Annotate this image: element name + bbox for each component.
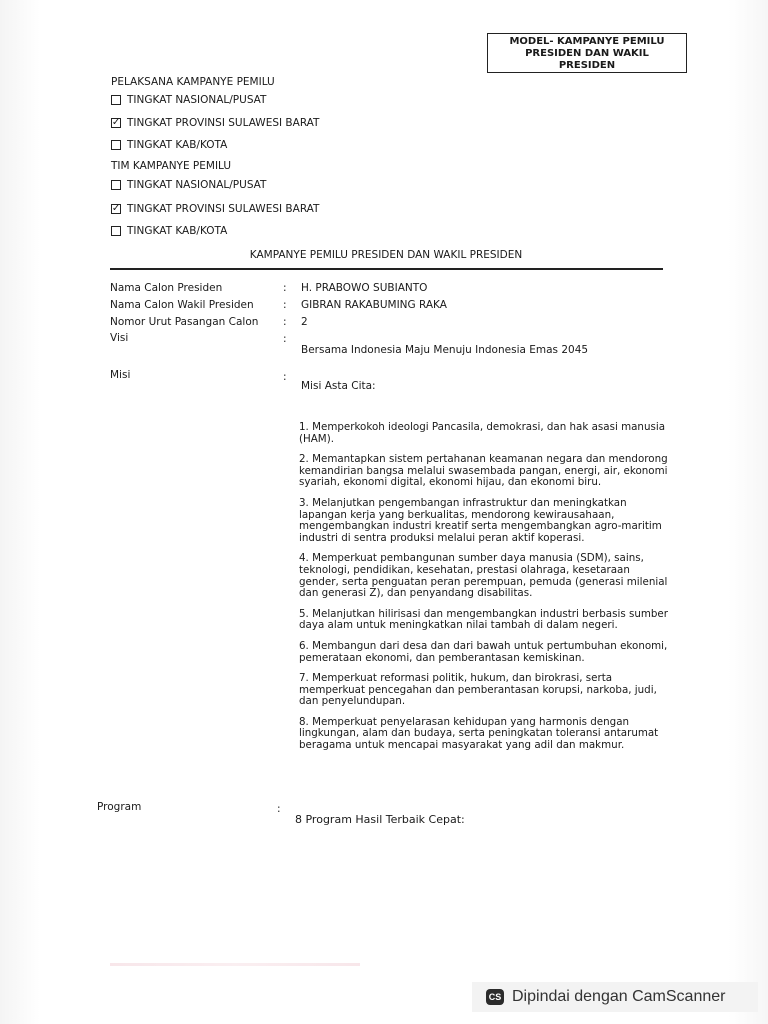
misi-item: 4. Memperkuat pembangunan sumber daya manusia (SDM), sains, teknologi, pendidikan, kesehatan, prestasi olahraga, kesetaraan gender, serta penguatan peran perempuan, pemuda (generasi milenial dan generasi Z), dan penyandang disabilitas. bbox=[299, 552, 668, 600]
camscanner-watermark bbox=[472, 982, 758, 1012]
visi-label: Visi bbox=[110, 332, 129, 344]
scan-artifact bbox=[110, 963, 360, 966]
model-box-line: PRESIDEN bbox=[558, 60, 616, 71]
watermark-text: Dipindai dengan CamScanner bbox=[512, 988, 726, 1005]
option-label: TINGKAT PROVINSI SULAWESI BARAT bbox=[127, 117, 320, 129]
colon: : bbox=[283, 299, 287, 311]
misi-item: 3. Melanjutkan pengembangan infrastruktur dan meningkatkan lapangan kerja yang berkualitas, mendorong kewirausahaan, mengembangkan industri kreatif serta mengembangkan agro-maritim industri di sentra produksi melalui peran aktif koperasi. bbox=[299, 496, 662, 544]
colon: : bbox=[283, 282, 287, 294]
nomor-urut-label: Nomor Urut Pasangan Calon bbox=[110, 316, 259, 328]
misi-heading: Misi Asta Cita: bbox=[301, 380, 376, 392]
model-box-line: PRESIDEN DAN WAKIL bbox=[525, 48, 649, 59]
option-label: TINGKAT KAB/KOTA bbox=[127, 139, 228, 151]
misi-label: Misi bbox=[110, 369, 131, 381]
misi-item: 7. Memperkuat reformasi politik, hukum, dan birokrasi, serta memperkuat pencegahan dan pemberantasan korupsi, narkoba, judi, dan penyelundupan. bbox=[299, 672, 657, 708]
colon: : bbox=[283, 316, 287, 328]
pelaksana-heading: PELAKSANA KAMPANYE PEMILU bbox=[111, 76, 275, 88]
check-icon: ✓ bbox=[111, 117, 121, 128]
cawapres-label: Nama Calon Wakil Presiden bbox=[110, 299, 254, 311]
camscanner-logo-icon: CS bbox=[486, 989, 504, 1005]
misi-item: 6. Membangun dari desa dan dari bawah untuk pertumbuhan ekonomi, pemerataan ekonomi, dan pemberantasan kemiskinan. bbox=[299, 639, 668, 664]
option-label: TINGKAT KAB/KOTA bbox=[127, 225, 228, 237]
divider bbox=[110, 268, 663, 270]
empty-checkbox-icon bbox=[111, 95, 121, 105]
nomor-urut-value: 2 bbox=[301, 316, 308, 328]
check-icon: ✓ bbox=[111, 203, 121, 214]
program-heading: 8 Program Hasil Terbaik Cepat: bbox=[295, 813, 465, 826]
capres-label: Nama Calon Presiden bbox=[110, 282, 223, 294]
pelaksana-option-kabkota bbox=[111, 139, 227, 151]
tim-option-nasional bbox=[111, 179, 266, 191]
colon: : bbox=[283, 371, 287, 383]
option-label: TINGKAT NASIONAL/PUSAT bbox=[127, 179, 267, 191]
program-label: Program bbox=[97, 801, 142, 813]
option-label: TINGKAT NASIONAL/PUSAT bbox=[127, 94, 267, 106]
empty-checkbox-icon bbox=[111, 226, 121, 236]
tim-option-provinsi bbox=[111, 203, 319, 215]
option-label: TINGKAT PROVINSI SULAWESI BARAT bbox=[127, 203, 320, 215]
visi-value: Bersama Indonesia Maju Menuju Indonesia Emas 2045 bbox=[301, 344, 589, 356]
colon: : bbox=[283, 333, 287, 345]
section-title: KAMPANYE PEMILU PRESIDEN DAN WAKIL PRESIDEN bbox=[249, 249, 523, 261]
pelaksana-option-nasional bbox=[111, 94, 266, 106]
misi-item: 5. Melanjutkan hilirisasi dan mengembangkan industri berbasis sumber daya alam untuk meningkatkan nilai tambah di dalam negeri. bbox=[299, 607, 668, 632]
misi-item: 8. Memperkuat penyelarasan kehidupan yang harmonis dengan lingkungan, alam dan budaya, serta peningkatan toleransi antarumat beragama untuk mencapai masyarakat yang adil dan makmur. bbox=[299, 715, 659, 752]
capres-value: H. PRABOWO SUBIANTO bbox=[301, 282, 428, 294]
misi-item: 2. Memantapkan sistem pertahanan keamanan negara dan mendorong kemandirian bangsa melalui swasembada pangan, energi, air, ekonomi syariah, ekonomi digital, ekonomi hijau, dan ekonomi biru. bbox=[299, 453, 668, 489]
misi-item: 1. Memperkokoh ideologi Pancasila, demokrasi, dan hak asasi manusia (HAM). bbox=[299, 421, 666, 445]
cawapres-value: GIBRAN RAKABUMING RAKA bbox=[301, 299, 447, 311]
form-model-box bbox=[487, 33, 687, 73]
misi-list bbox=[299, 422, 671, 761]
empty-checkbox-icon bbox=[111, 140, 121, 150]
empty-checkbox-icon bbox=[111, 180, 121, 190]
colon: : bbox=[277, 803, 281, 815]
pelaksana-option-provinsi bbox=[111, 117, 319, 129]
model-box-line: MODEL- KAMPANYE PEMILU bbox=[509, 36, 665, 47]
tim-heading: TIM KAMPANYE PEMILU bbox=[111, 160, 232, 172]
tim-option-kabkota bbox=[111, 225, 227, 237]
